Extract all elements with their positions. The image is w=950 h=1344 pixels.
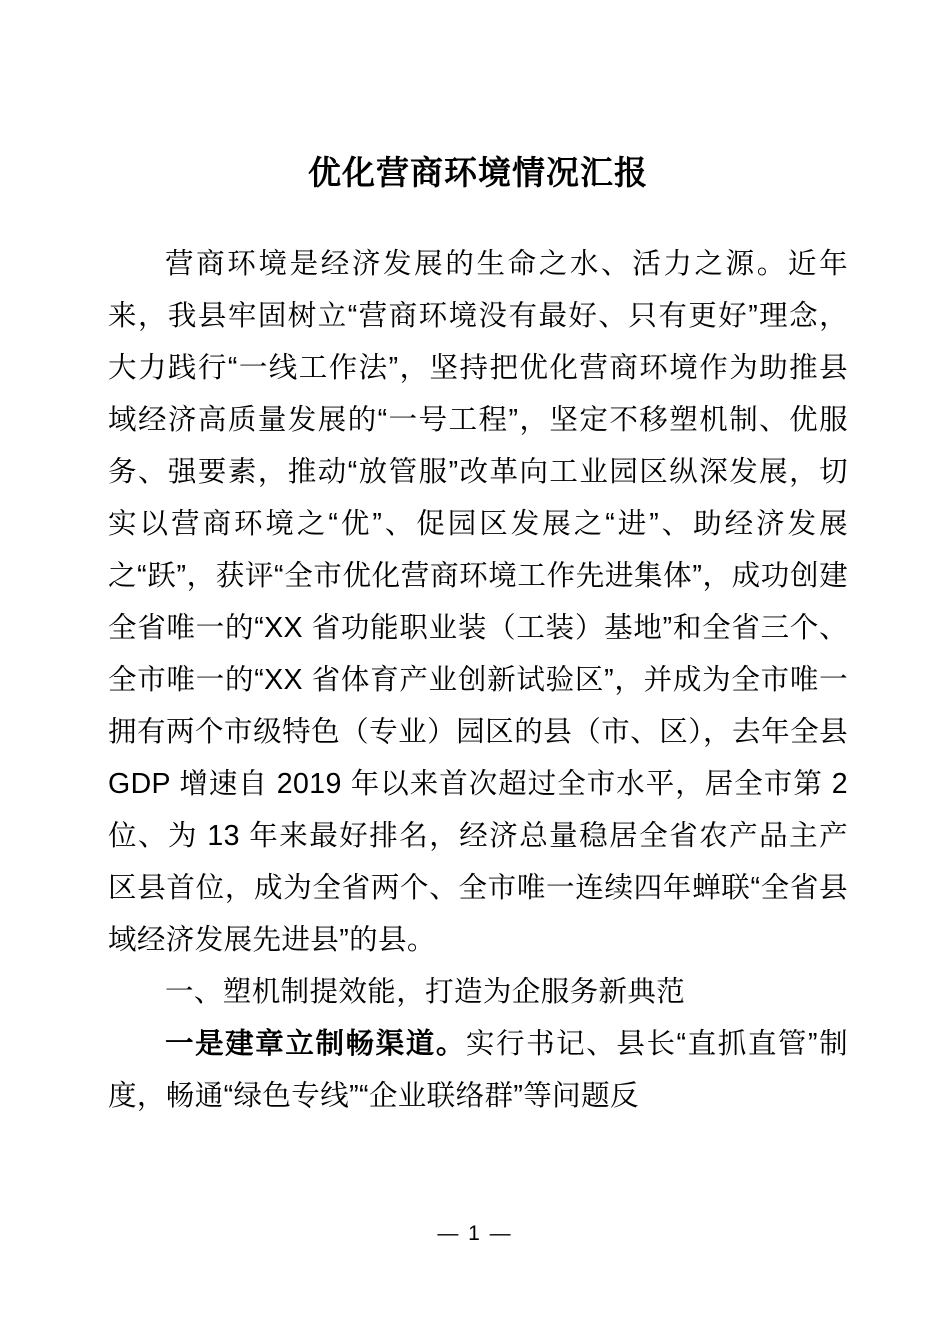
page-number-footer: — 1 — — [437, 1222, 513, 1245]
subsection-paragraph — [108, 1018, 848, 1122]
subsection-text: 实行书记、县长“直抓直管”制度，畅通“绿色专线”“企业联络群”等问题反 — [108, 1028, 848, 1113]
section-heading: 一、塑机制提效能，打造为企服务新典范 — [165, 976, 686, 1009]
subsection-bold-lead: 一是建章立制畅渠道。 — [165, 1028, 466, 1061]
document-body — [108, 150, 848, 1122]
paragraph-opening: 营商环境是经济发展的生命之水、活力之源。近年来，我县牢固树立“营商环境没有最好、只有更好”理念，大力践行“一线工作法”，坚持把优化营商环境作为助推县域经济高质量发展的“一号工程”，坚定不移塑机制、优服务、强要素，推动“放管服”改革向工业园区纵深发展，切实以营商环境之“优”、促园区发展之“进”、助经济发展之“跃”，获评“全市优化营商环境工作先进集体”，成功创建全省唯一的“XX 省功能职业装（工装）基地”和全省三个、全市唯一的“XX 省体育产业创新试验区”，并成为全市唯一拥有两个市级特色（专业）园区的县（市、区），去年全县 GDP 增速自 2019 年以来首次超过全市水平，居全市第 2 位、为 13 年来最好排名，经济总量稳居全省农产品主产区县首位，成为全省两个、全市唯一连续四年蝉联“全省县域经济发展先进县”的县。 — [108, 248, 848, 957]
page-title: 优化营商环境情况汇报 — [308, 154, 648, 191]
